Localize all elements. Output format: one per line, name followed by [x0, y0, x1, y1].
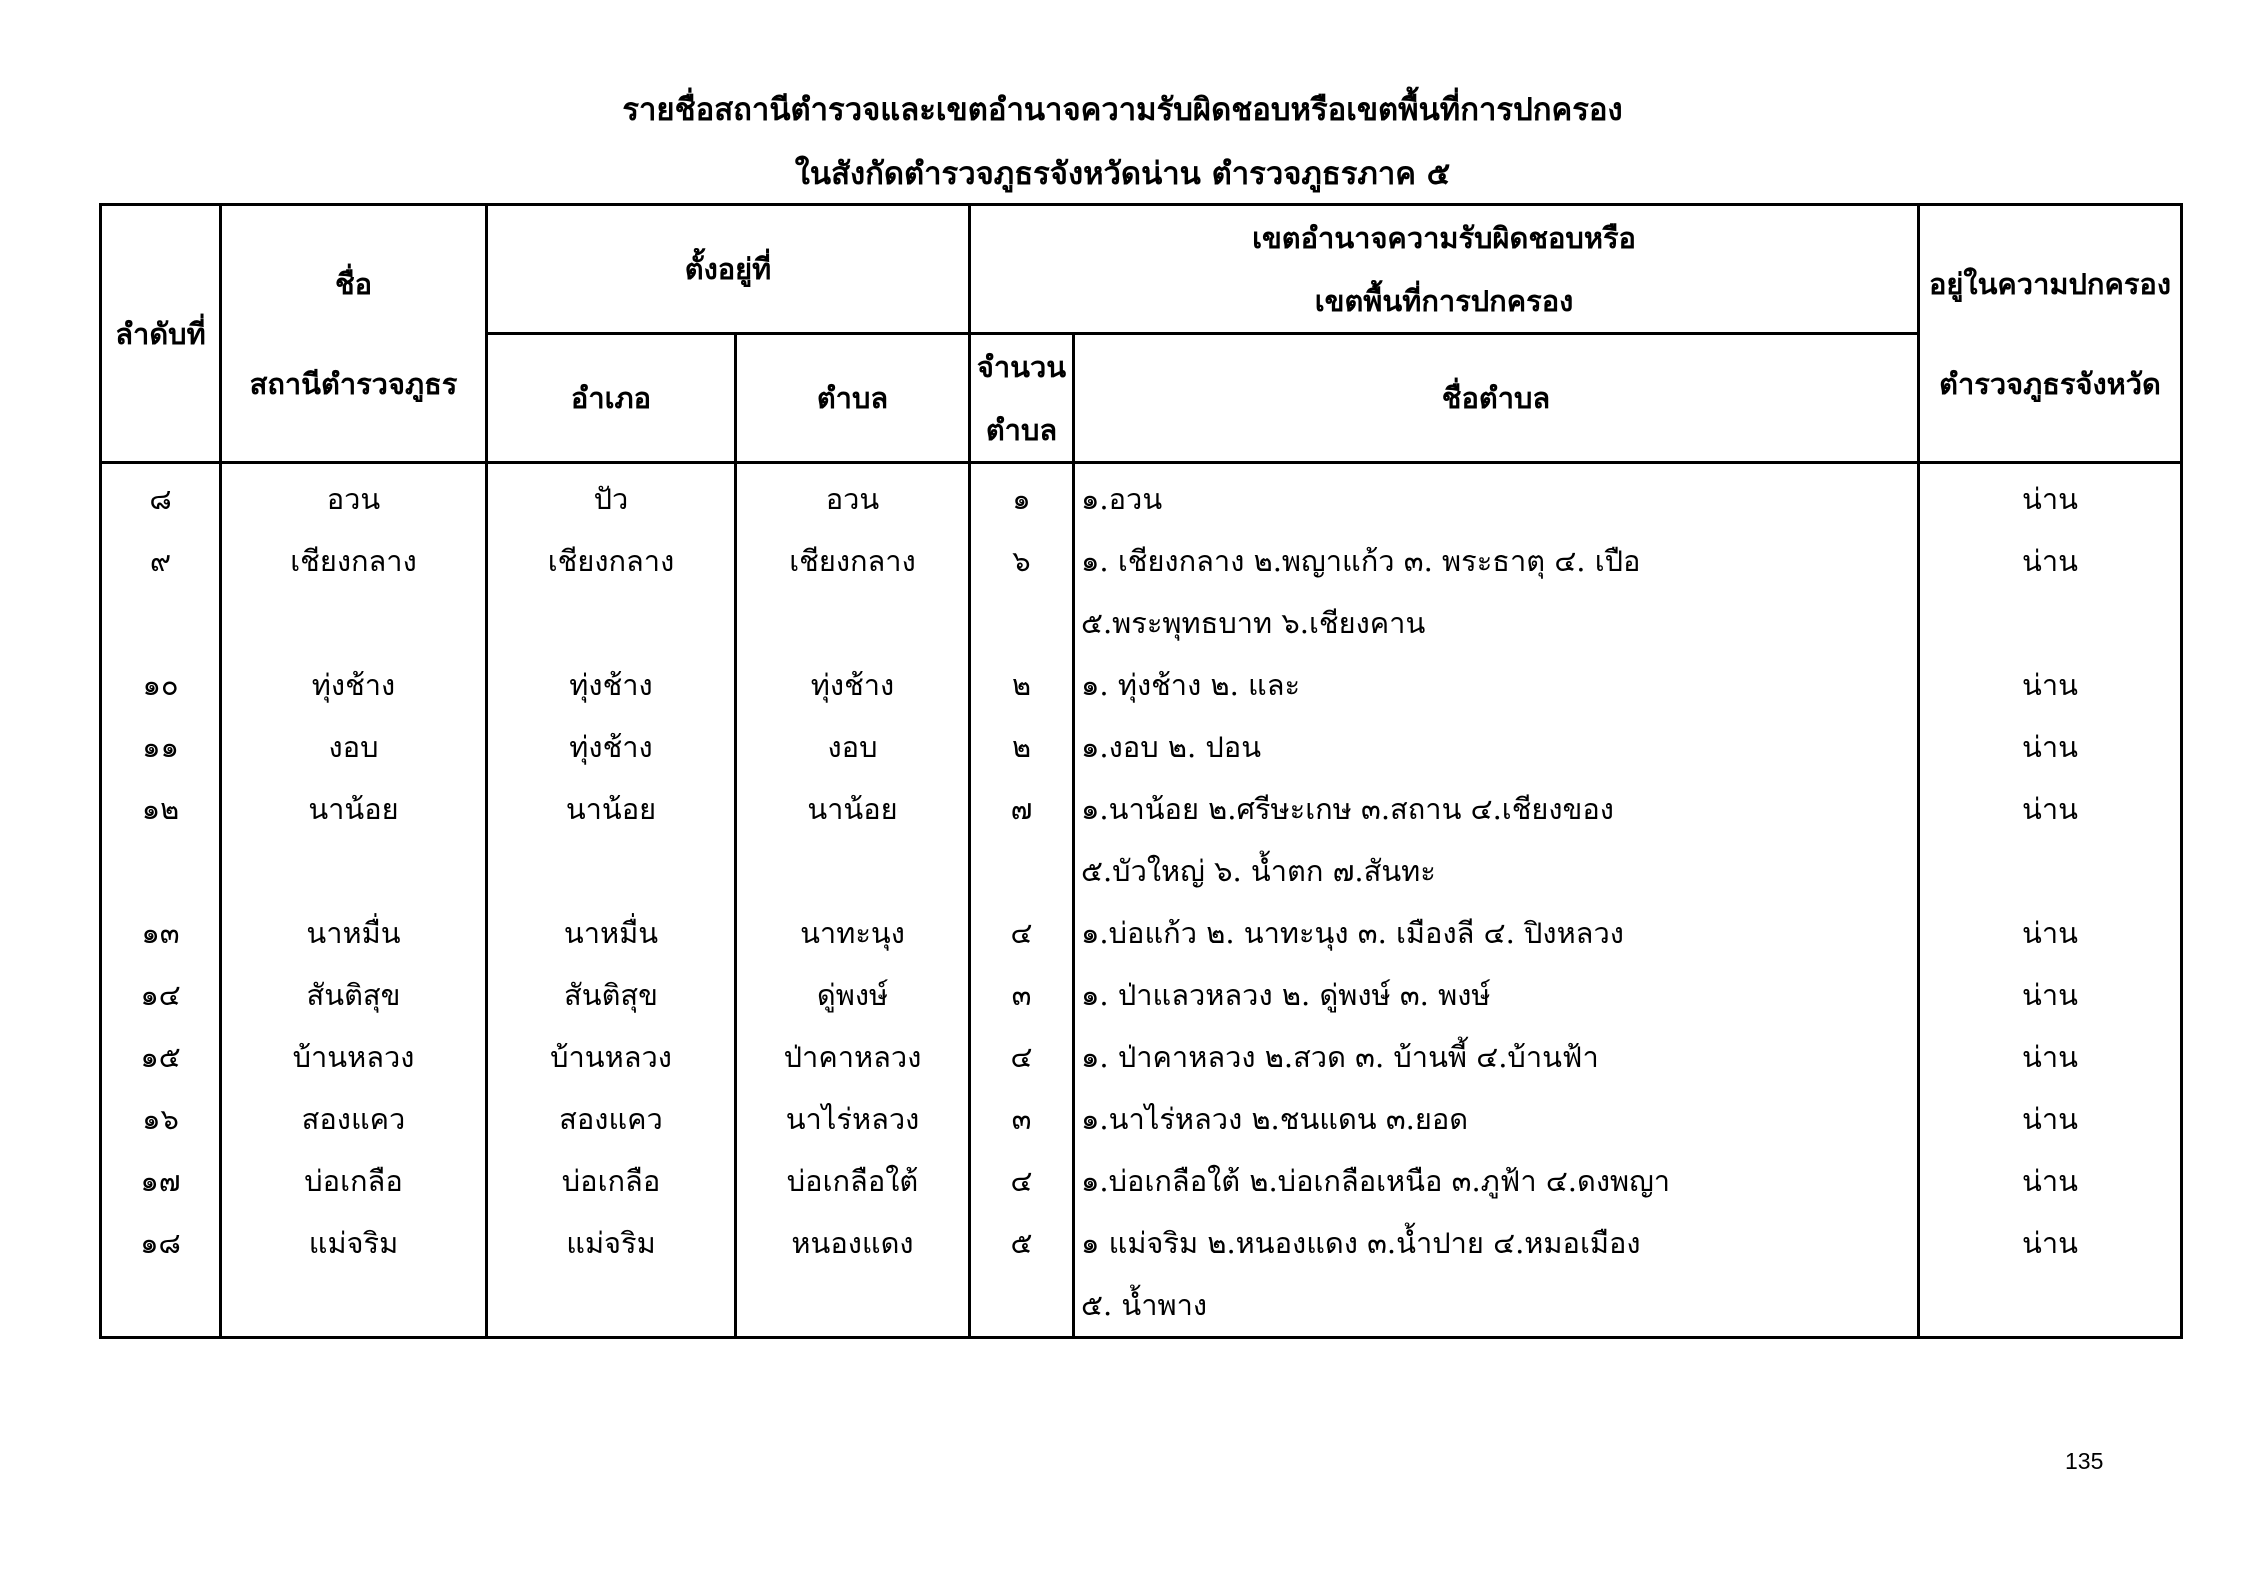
cell-subdistrict: เชียงกลาง	[736, 530, 970, 592]
table-row	[101, 530, 2182, 592]
header-station-name-bottom: สถานีตำรวจภูธร	[249, 366, 458, 401]
cell-district: นาหมื่น	[487, 902, 736, 964]
table-row	[101, 840, 2182, 902]
cell-count: ๗	[970, 778, 1074, 840]
cell-order: ๑๓	[101, 902, 221, 964]
cell-subdistrict: ป่าคาหลวง	[736, 1026, 970, 1088]
cell-district: บ่อเกลือ	[487, 1150, 736, 1212]
cell-district: เชียงกลาง	[487, 530, 736, 592]
cell-order: ๑๖	[101, 1088, 221, 1150]
cell-subdistrict: นาทะนุง	[736, 902, 970, 964]
cell-province: น่าน	[1919, 716, 2182, 778]
table-row	[101, 778, 2182, 840]
cell-subdistrict: ดู่พงษ์	[736, 964, 970, 1026]
cell-subdistrict-names: ๑.นาไร่หลวง ๒.ชนแดน ๓.ยอด	[1074, 1088, 1919, 1150]
cell-station: บ่อเกลือ	[221, 1150, 487, 1212]
header-location-label: ตั้งอยู่ที่	[684, 252, 772, 286]
cell-district: แม่จริม	[487, 1212, 736, 1274]
cell-subdistrict	[736, 592, 970, 654]
cell-order: ๙	[101, 530, 221, 592]
cell-district: ทุ่งช้าง	[487, 716, 736, 778]
header-order	[101, 205, 221, 463]
cell-count: ๔	[970, 1026, 1074, 1088]
cell-order: ๑๕	[101, 1026, 221, 1088]
cell-station: นาน้อย	[221, 778, 487, 840]
cell-province: น่าน	[1919, 1212, 2182, 1274]
table-row	[101, 1212, 2182, 1274]
header-area-line-2: เขตพื้นที่การปกครอง	[1314, 283, 1574, 318]
header-count-line-1: จำนวน	[976, 349, 1067, 384]
cell-count: ๒	[970, 654, 1074, 716]
cell-station: บ้านหลวง	[221, 1026, 487, 1088]
cell-subdistrict-names: ๑.บ่อแก้ว ๒. นาทะนุง ๓. เมืองลี ๔. ปิงหลวง	[1074, 902, 1919, 964]
cell-subdistrict: หนองแดง	[736, 1212, 970, 1274]
cell-count	[970, 592, 1074, 654]
header-under-bottom: ตำรวจภูธรจังหวัด	[1939, 366, 2161, 401]
cell-district	[487, 592, 736, 654]
cell-province: น่าน	[1919, 1088, 2182, 1150]
cell-station	[221, 840, 487, 902]
cell-count: ๓	[970, 1088, 1074, 1150]
header-order-label: ลำดับที่	[115, 316, 206, 351]
header-under-top: อยู่ในความปกครอง	[1929, 266, 2172, 301]
cell-station: แม่จริม	[221, 1212, 487, 1274]
cell-district: สันติสุข	[487, 964, 736, 1026]
header-location	[487, 205, 970, 334]
page-number: 135	[2065, 1448, 2104, 1474]
cell-subdistrict-names: ๑.บ่อเกลือใต้ ๒.บ่อเกลือเหนือ ๓.ภูฟ้า ๔.ดงพญา	[1074, 1150, 1919, 1212]
header-station-name	[221, 205, 487, 463]
cell-count: ๖	[970, 530, 1074, 592]
header-station-name-top: ชื่อ	[334, 266, 373, 301]
cell-subdistrict-names: ๑ แม่จริม ๒.หนองแดง ๓.น้ำปาย ๔.หมอเมือง	[1074, 1212, 1919, 1274]
table-row	[101, 716, 2182, 778]
cell-province: น่าน	[1919, 1026, 2182, 1088]
cell-count: ๔	[970, 1150, 1074, 1212]
header-count	[970, 334, 1074, 463]
header-district	[487, 334, 736, 463]
cell-district: ปัว	[487, 463, 736, 531]
cell-count	[970, 1274, 1074, 1338]
cell-subdistrict-names: ๑. เชียงกลาง ๒.พญาแก้ว ๓. พระธาตุ ๔. เปือ	[1074, 530, 1919, 592]
cell-province	[1919, 840, 2182, 902]
header-under-province	[1919, 205, 2182, 463]
cell-order: ๑๑	[101, 716, 221, 778]
cell-count: ๕	[970, 1212, 1074, 1274]
cell-subdistrict-names: ๑.อวน	[1074, 463, 1919, 531]
cell-district: ทุ่งช้าง	[487, 654, 736, 716]
cell-subdistrict: งอบ	[736, 716, 970, 778]
cell-order: ๑๘	[101, 1212, 221, 1274]
cell-district	[487, 840, 736, 902]
cell-station: สันติสุข	[221, 964, 487, 1026]
cell-order: ๑๔	[101, 964, 221, 1026]
cell-subdistrict-names: ๕.พระพุทธบาท ๖.เชียงคาน	[1074, 592, 1919, 654]
cell-order: ๘	[101, 463, 221, 531]
header-area	[970, 205, 1919, 334]
header-area-line-1: เขตอำนาจความรับผิดชอบหรือ	[1252, 220, 1636, 255]
cell-district: นาน้อย	[487, 778, 736, 840]
cell-district: บ้านหลวง	[487, 1026, 736, 1088]
cell-station: นาหมื่น	[221, 902, 487, 964]
cell-subdistrict: อวน	[736, 463, 970, 531]
cell-station: อวน	[221, 463, 487, 531]
police-station-table	[99, 203, 2183, 1339]
table-row	[101, 654, 2182, 716]
cell-province: น่าน	[1919, 902, 2182, 964]
cell-district: สองแคว	[487, 1088, 736, 1150]
header-count-line-2: ตำบล	[985, 412, 1058, 447]
cell-province	[1919, 592, 2182, 654]
table-row	[101, 1088, 2182, 1150]
document-title-line-1: รายชื่อสถานีตำรวจและเขตอำนาจความรับผิดชอบหรือเขตพื้นที่การปกครอง	[622, 92, 1623, 128]
header-subdistrict-label: ตำบล	[816, 381, 889, 415]
cell-district	[487, 1274, 736, 1338]
cell-subdistrict-names: ๑. ป่าแลวหลวง ๒. ดู่พงษ์ ๓. พงษ์	[1074, 964, 1919, 1026]
cell-province: น่าน	[1919, 778, 2182, 840]
table-row	[101, 1274, 2182, 1338]
cell-count: ๒	[970, 716, 1074, 778]
header-subdistrict	[736, 334, 970, 463]
table-row	[101, 1026, 2182, 1088]
cell-count	[970, 840, 1074, 902]
cell-province: น่าน	[1919, 654, 2182, 716]
document-title-line-2: ในสังกัดตำรวจภูธรจังหวัดน่าน ตำรวจภูธรภาค ๕	[794, 156, 1451, 192]
cell-subdistrict: ทุ่งช้าง	[736, 654, 970, 716]
cell-subdistrict	[736, 840, 970, 902]
cell-station	[221, 592, 487, 654]
cell-station: เชียงกลาง	[221, 530, 487, 592]
cell-order	[101, 1274, 221, 1338]
header-subdistrict-names-label: ชื่อตำบล	[1441, 381, 1551, 415]
table-row	[101, 592, 2182, 654]
cell-station: ทุ่งช้าง	[221, 654, 487, 716]
cell-subdistrict-names: ๕. น้ำพาง	[1074, 1274, 1919, 1338]
cell-subdistrict-names: ๑.นาน้อย ๒.ศรีษะเกษ ๓.สถาน ๔.เชียงของ	[1074, 778, 1919, 840]
cell-subdistrict	[736, 1274, 970, 1338]
cell-subdistrict-names: ๑. ทุ่งช้าง ๒. และ	[1074, 654, 1919, 716]
cell-station	[221, 1274, 487, 1338]
cell-order: ๑๗	[101, 1150, 221, 1212]
cell-subdistrict-names: ๑.งอบ ๒. ปอน	[1074, 716, 1919, 778]
table-row	[101, 463, 2182, 531]
header-subdistrict-names	[1074, 334, 1919, 463]
cell-province: น่าน	[1919, 1150, 2182, 1212]
cell-order	[101, 840, 221, 902]
cell-order: ๑๒	[101, 778, 221, 840]
cell-count: ๓	[970, 964, 1074, 1026]
cell-order	[101, 592, 221, 654]
table-row	[101, 902, 2182, 964]
cell-province: น่าน	[1919, 463, 2182, 531]
cell-subdistrict: นาน้อย	[736, 778, 970, 840]
cell-station: สองแคว	[221, 1088, 487, 1150]
cell-province	[1919, 1274, 2182, 1338]
cell-subdistrict: นาไร่หลวง	[736, 1088, 970, 1150]
header-district-label: อำเภอ	[570, 381, 652, 415]
table-row	[101, 1150, 2182, 1212]
cell-subdistrict-names: ๕.บัวใหญ่ ๖. น้ำตก ๗.สันทะ	[1074, 840, 1919, 902]
table-row	[101, 964, 2182, 1026]
cell-province: น่าน	[1919, 530, 2182, 592]
cell-station: งอบ	[221, 716, 487, 778]
cell-subdistrict-names: ๑. ป่าคาหลวง ๒.สวด ๓. บ้านพี้ ๔.บ้านฟ้า	[1074, 1026, 1919, 1088]
cell-count: ๑	[970, 463, 1074, 531]
cell-order: ๑๐	[101, 654, 221, 716]
cell-subdistrict: บ่อเกลือใต้	[736, 1150, 970, 1212]
cell-province: น่าน	[1919, 964, 2182, 1026]
cell-count: ๔	[970, 902, 1074, 964]
